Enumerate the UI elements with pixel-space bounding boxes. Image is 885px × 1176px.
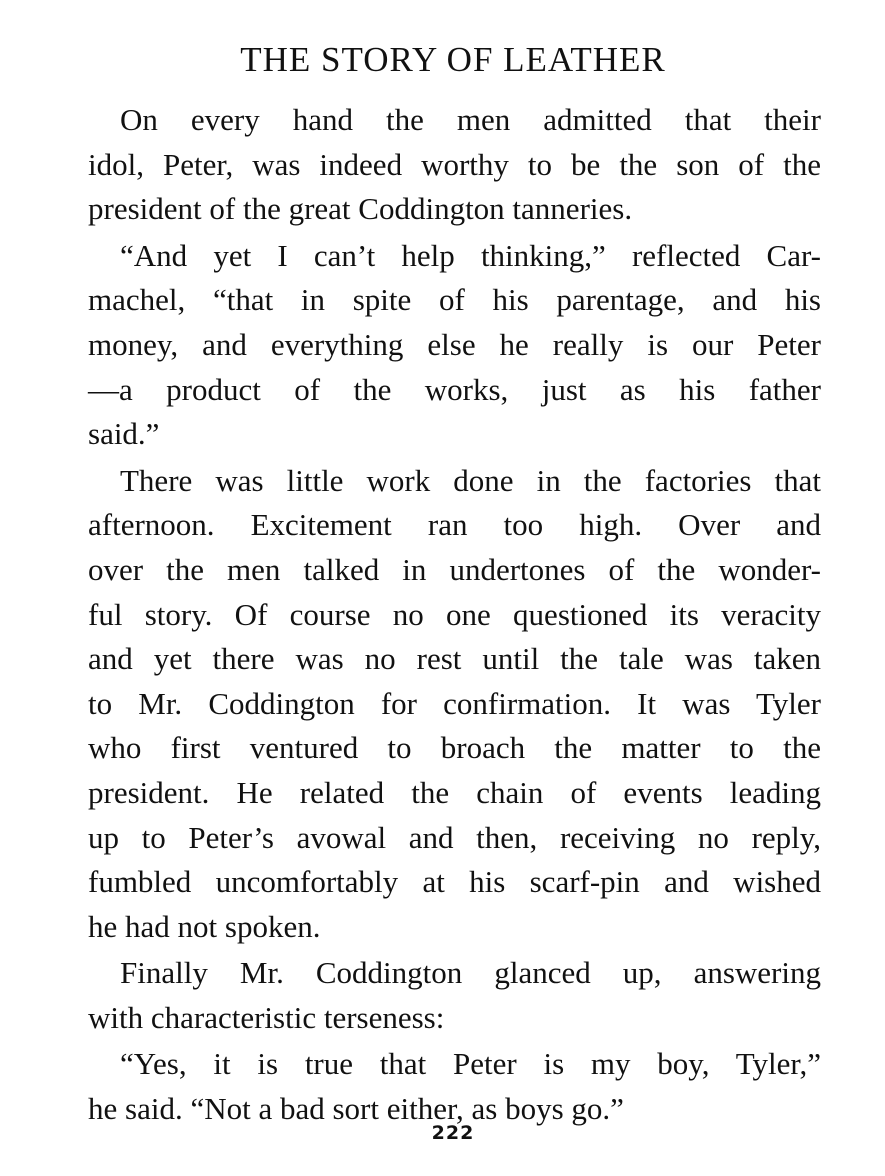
text-line: to Mr. Coddington for confirmation. It was Tyler bbox=[88, 685, 821, 721]
text-line: he had not spoken. bbox=[88, 908, 321, 944]
text-line: president. He related the chain of events leading bbox=[88, 774, 821, 810]
text-line: he said. “Not a bad sort either, as boys go.” bbox=[88, 1091, 624, 1127]
text-line: —a product of the works, just as his father bbox=[88, 371, 821, 407]
text-line: with characteristic terseness: bbox=[88, 999, 445, 1035]
text-line: who first ventured to broach the matter to the bbox=[88, 730, 821, 766]
paragraph bbox=[88, 234, 821, 457]
paragraph bbox=[88, 1042, 821, 1131]
paragraph bbox=[88, 459, 821, 950]
text-line: On every hand the men admitted that their bbox=[120, 102, 821, 137]
text-line: up to Peter’s avowal and then, receiving no reply, bbox=[88, 819, 821, 855]
text-line: over the men talked in undertones of the wonder- bbox=[88, 551, 821, 587]
text-line: ful story. Of course no one questioned its veracity bbox=[88, 596, 821, 632]
text-line: idol, Peter, was indeed worthy to be the son of the bbox=[88, 146, 821, 182]
running-head: THE STORY OF LEATHER bbox=[240, 40, 666, 79]
text-line: Finally Mr. Coddington glanced up, answering bbox=[120, 955, 821, 991]
text-line: “And yet I can’t help thinking,” reflected Car- bbox=[120, 237, 821, 273]
text-line: said.” bbox=[88, 416, 160, 452]
text-line: machel, “that in spite of his parentage, and his bbox=[88, 282, 821, 318]
text-line: “Yes, it is true that Peter is my boy, Tyler,” bbox=[120, 1046, 821, 1082]
paragraph bbox=[88, 951, 821, 1040]
text-line: afternoon. Excitement ran too high. Over and bbox=[88, 507, 821, 543]
text-line: president of the great Coddington tanneries. bbox=[88, 191, 633, 227]
paragraph bbox=[88, 98, 821, 232]
text-line: and yet there was no rest until the tale was taken bbox=[88, 641, 821, 677]
page-number: 222 bbox=[431, 1122, 475, 1144]
text-line: fumbled uncomfortably at his scarf-pin and wished bbox=[88, 864, 821, 900]
text-line: There was little work done in the factories that bbox=[120, 462, 821, 498]
text-line: money, and everything else he really is our Peter bbox=[88, 326, 821, 362]
body-text bbox=[88, 98, 821, 1132]
